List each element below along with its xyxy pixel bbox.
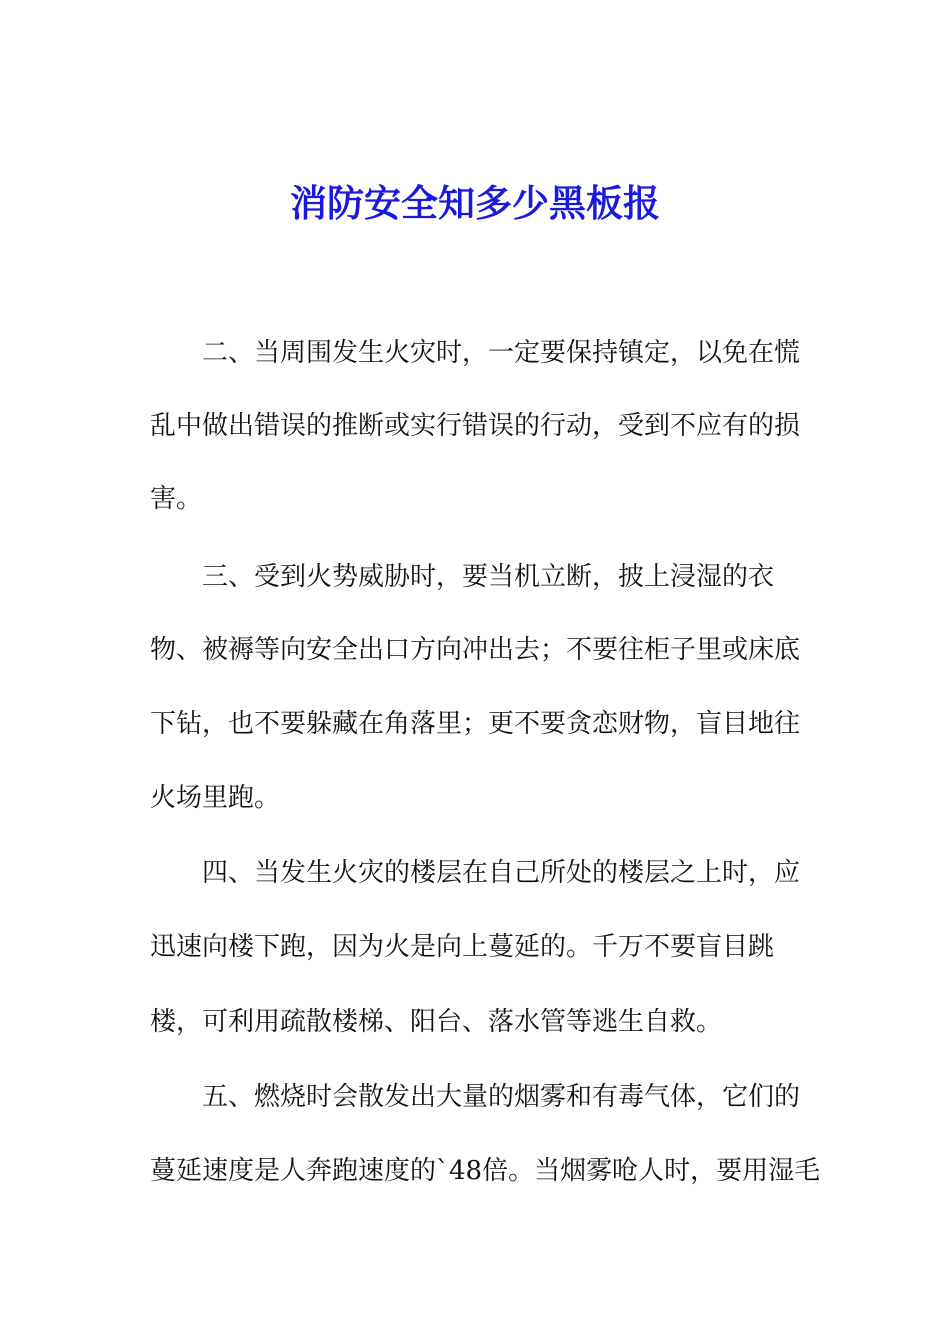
paragraph-4-line-3: 楼，可利用疏散楼梯、阳台、落水管等逃生自救。 xyxy=(150,1007,723,1037)
page-title: 消防安全知多少黑板报 xyxy=(290,181,660,225)
paragraph-3-line-3: 下钻，也不要躲藏在角落里；更不要贪恋财物，盲目地往 xyxy=(150,709,801,739)
paragraph-5-line-2: 蔓延速度是人奔跑速度的`48倍。当烟雾呛人时，要用湿毛 xyxy=(150,1156,821,1186)
paragraph-5-line-1: 五、燃烧时会散发出大量的烟雾和有毒气体，它们的 xyxy=(202,1082,801,1112)
paragraph-3-line-4: 火场里跑。 xyxy=(150,783,281,813)
paragraph-2-line-3: 害。 xyxy=(150,484,203,514)
paragraph-2-line-2: 乱中做出错误的推断或实行错误的行动，受到不应有的损 xyxy=(150,411,801,441)
paragraph-4-line-2: 迅速向楼下跑，因为火是向上蔓延的。千万不要盲目跳 xyxy=(150,932,775,962)
paragraph-4-line-1: 四、当发生火灾的楼层在自己所处的楼层之上时，应 xyxy=(202,858,801,888)
paragraph-3-line-2: 物、被褥等向安全出口方向冲出去；不要往柜子里或床底 xyxy=(150,635,801,665)
paragraph-2-line-1: 二、当周围发生火灾时，一定要保持镇定，以免在慌 xyxy=(202,338,801,368)
paragraph-3-line-1: 三、受到火势威胁时，要当机立断，披上浸湿的衣 xyxy=(202,562,775,592)
